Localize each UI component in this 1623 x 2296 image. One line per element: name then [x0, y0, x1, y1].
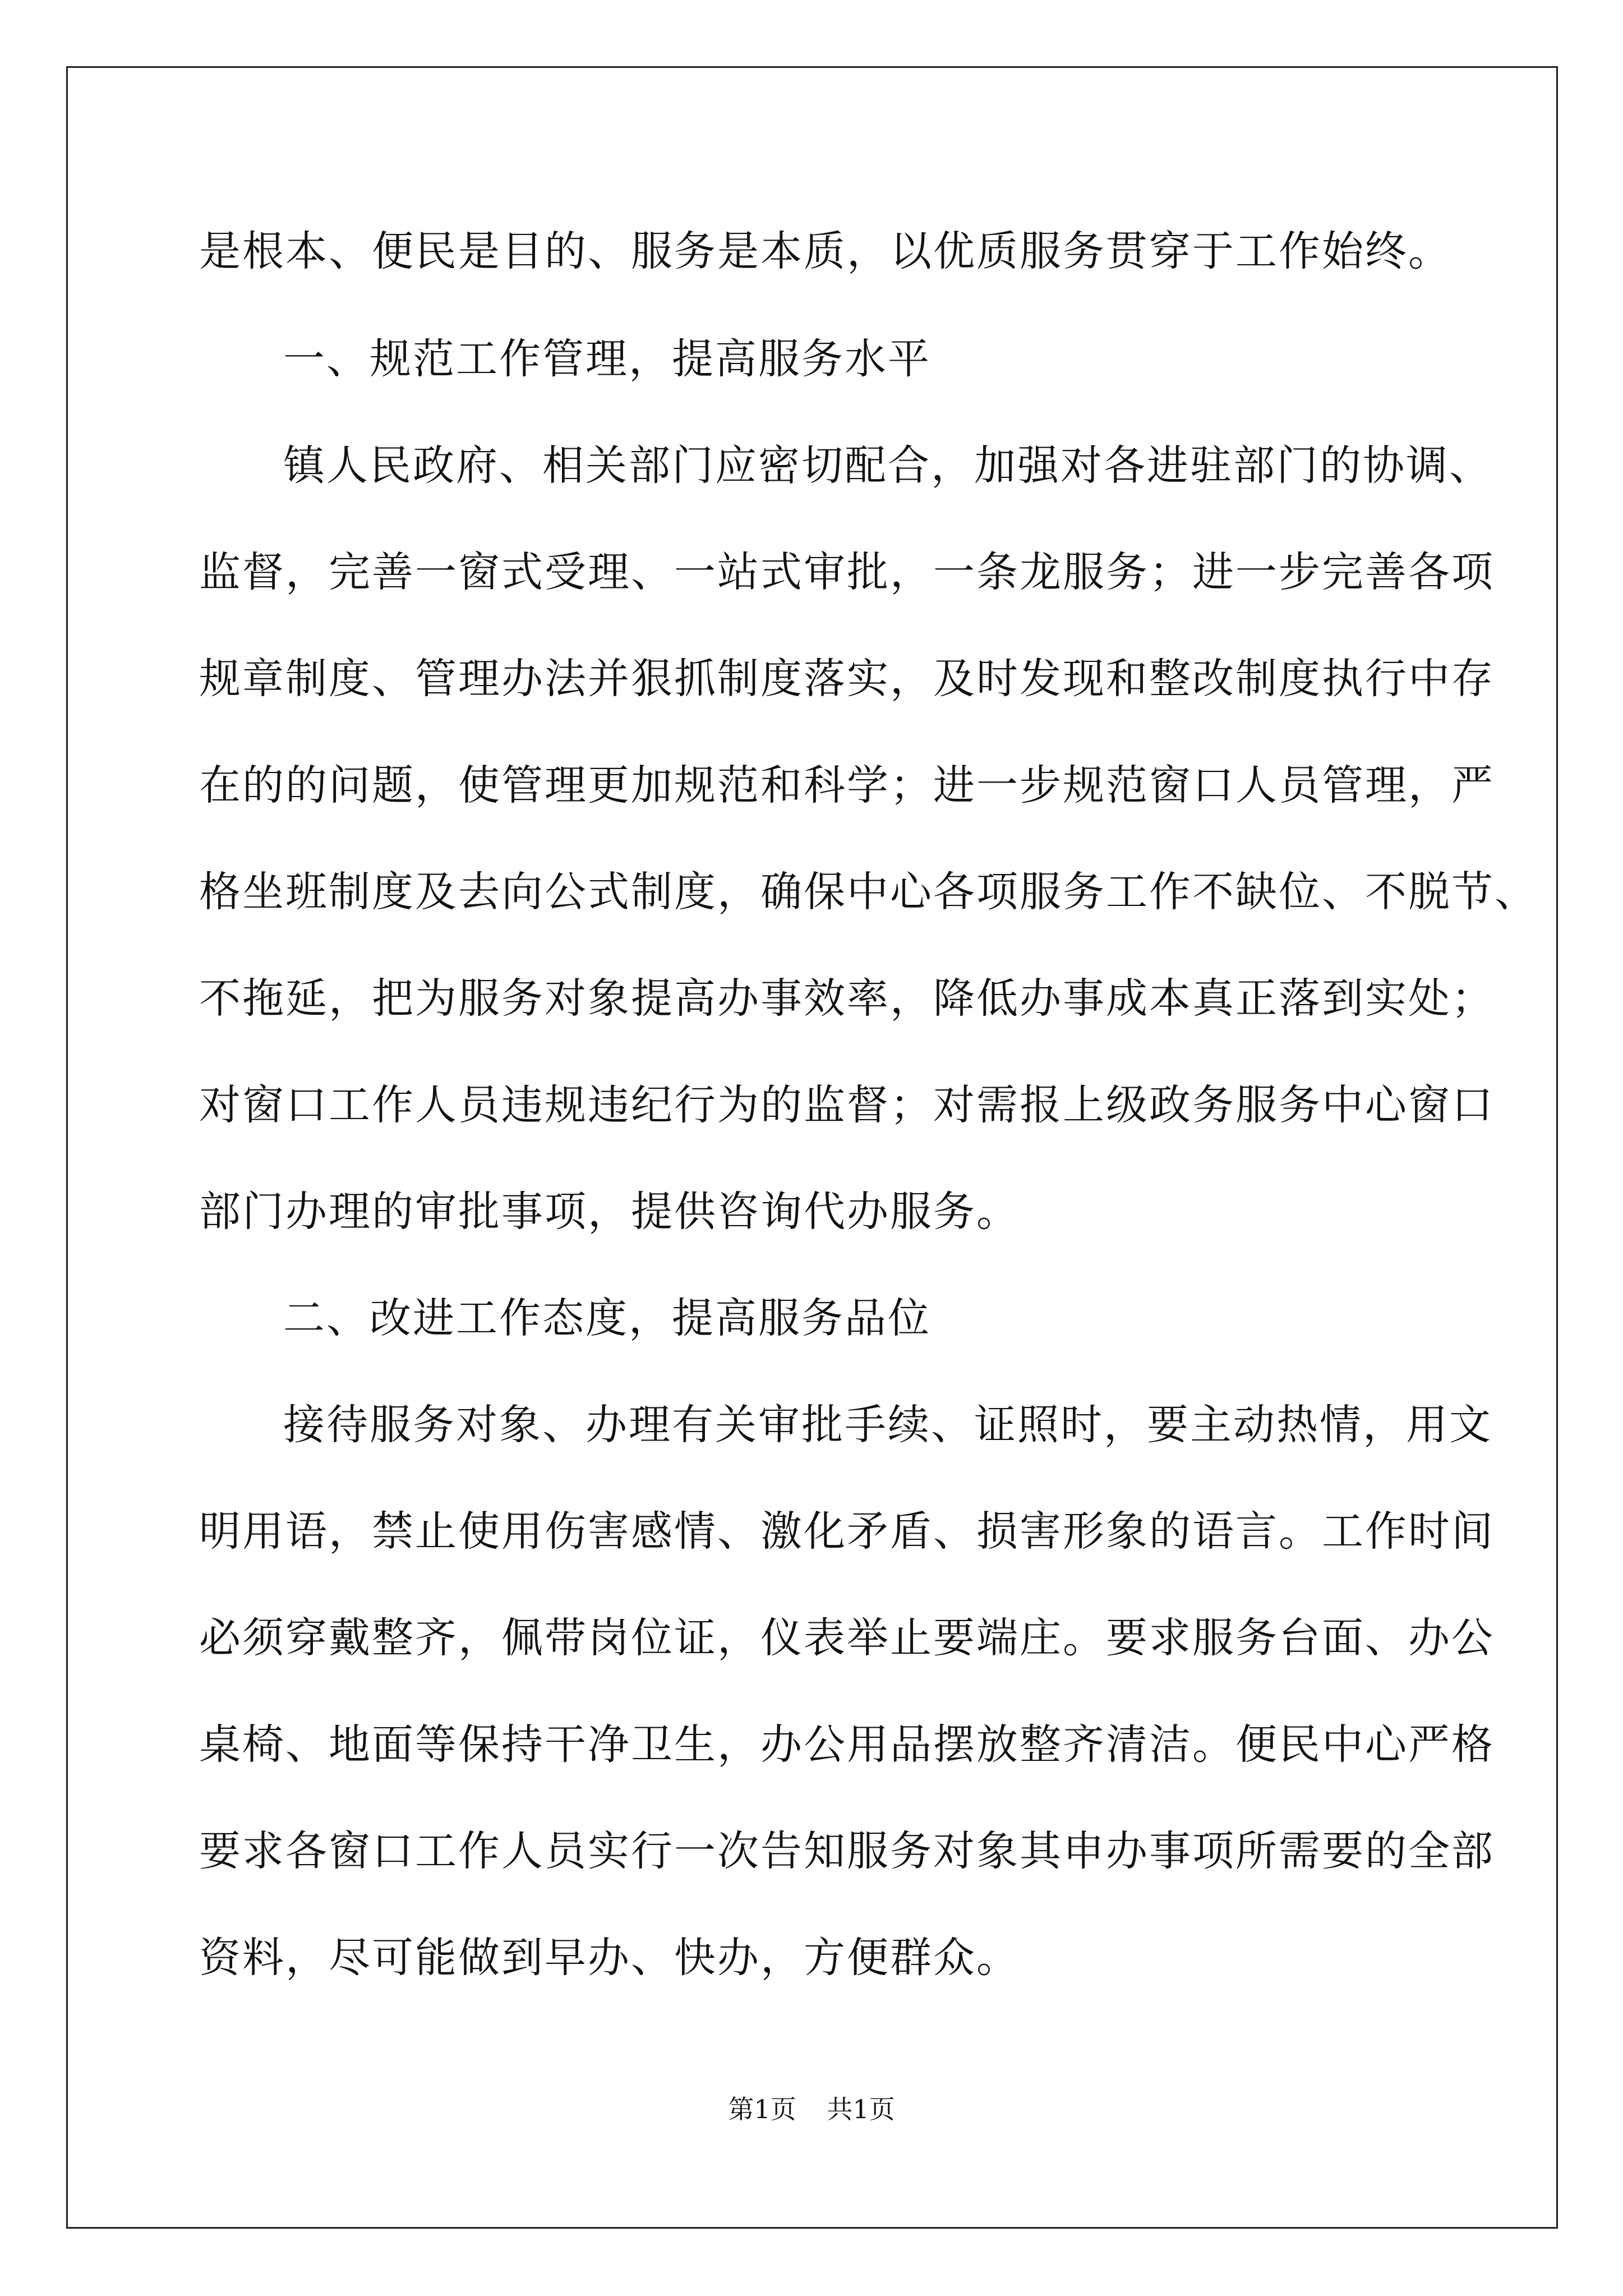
page-footer [0, 2092, 1623, 2126]
paragraph-line: 镇人民政府、相关部门应密切配合，加强对各进驻部门的协调、 [283, 441, 1492, 490]
paragraph-line: 监督，完善一窗式受理、一站式审批，一条龙服务；进一步完善各项 [199, 548, 1495, 596]
section-heading: 一、规范工作管理，提高服务水平 [283, 335, 931, 383]
paragraph-line: 资料，尽可能做到早办、快办，方便群众。 [199, 1934, 1020, 1982]
paragraph-line: 桌椅、地面等保持干净卫生，办公用品摆放整齐清洁。便民中心严格 [199, 1720, 1495, 1769]
page-total: 共1页 [827, 2094, 895, 2124]
paragraph-line: 对窗口工作人员违规违纪行为的监督；对需报上级政务服务中心窗口 [199, 1081, 1495, 1129]
page-number: 第1页 [728, 2094, 796, 2124]
paragraph-line: 必须穿戴整齐，佩带岗位证，仪表举止要端庄。要求服务台面、办公 [199, 1614, 1495, 1662]
paragraph-line: 是根本、便民是目的、服务是本质，以优质服务贯穿于工作始终。 [199, 227, 1451, 275]
paragraph-line: 部门办理的审批事项，提供咨询代办服务。 [199, 1188, 1020, 1236]
paragraph-line: 接待服务对象、办理有关审批手续、证照时，要主动热情，用文 [283, 1401, 1492, 1449]
paragraph-line: 要求各窗口工作人员实行一次告知服务对象其申办事项所需要的全部 [199, 1827, 1495, 1875]
paragraph-line: 明用语，禁止使用伤害感情、激化矛盾、损害形象的语言。工作时间 [199, 1507, 1495, 1556]
paragraph-line: 不拖延，把为服务对象提高办事效率，降低办事成本真正落到实处； [199, 974, 1495, 1023]
paragraph-line: 在的的问题，使管理更加规范和科学；进一步规范窗口人员管理，严 [199, 761, 1495, 809]
paragraph-line: 规章制度、管理办法并狠抓制度落实，及时发现和整改制度执行中存 [199, 655, 1495, 703]
section-heading: 二、改进工作态度，提高服务品位 [283, 1294, 931, 1342]
paragraph-line: 格坐班制度及去向公式制度，确保中心各项服务工作不缺位、不脱节、 [199, 868, 1538, 916]
